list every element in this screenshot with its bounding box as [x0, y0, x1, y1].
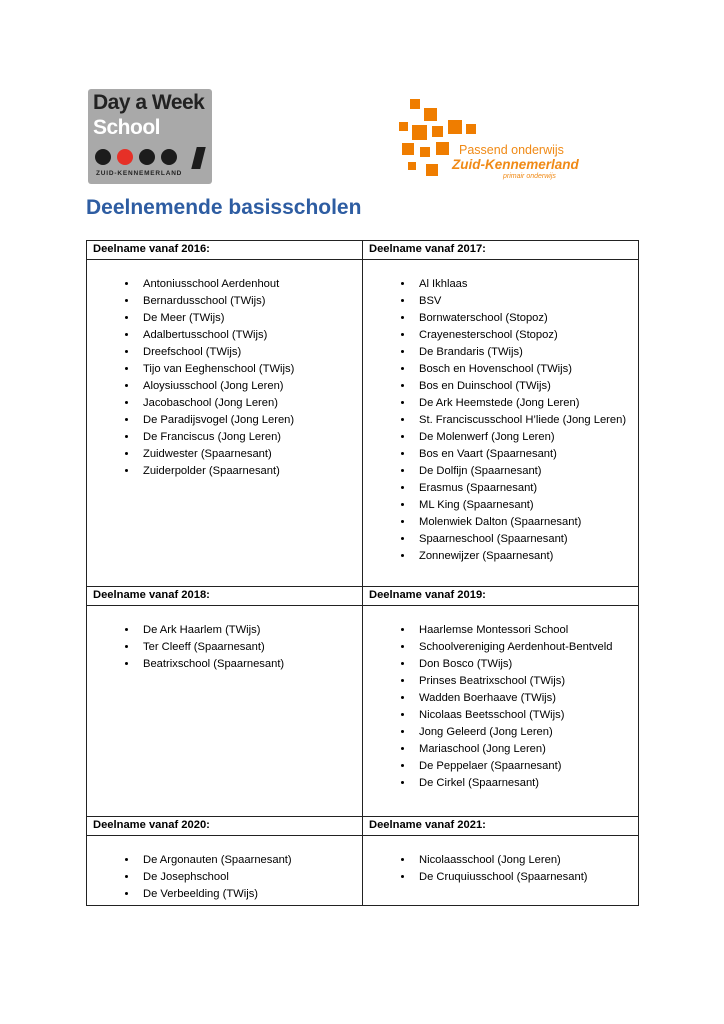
school-list-item: • Don Bosco (TWijs)	[414, 656, 638, 673]
section-cell-2021	[363, 836, 639, 906]
section-cell-2020	[87, 836, 363, 906]
school-list-item: • Haarlemse Montessori School	[414, 622, 638, 639]
school-list-item: • De Molenwerf (Jong Leren)	[414, 429, 638, 446]
section-heading-2017: Deelname vanaf 2017:	[363, 241, 639, 260]
school-list-item: • De Brandaris (TWijs)	[414, 344, 638, 361]
school-list-item: • Zuidwester (Spaarnesant)	[138, 446, 362, 463]
school-list-item: • De Dolfijn (Spaarnesant)	[414, 463, 638, 480]
school-list-2018	[93, 622, 362, 673]
school-list-item: • De Ark Haarlem (TWijs)	[138, 622, 362, 639]
school-list-2020	[93, 852, 362, 903]
school-list-item: • Adalbertusschool (TWijs)	[138, 327, 362, 344]
section-heading-2021: Deelname vanaf 2021:	[363, 817, 639, 836]
section-heading-2020: Deelname vanaf 2020:	[87, 817, 363, 836]
school-list-item: • Prinses Beatrixschool (TWijs)	[414, 673, 638, 690]
day-a-week-school-logo	[88, 89, 212, 184]
page-title: Deelnemende basisscholen	[86, 196, 362, 219]
table-body-row	[87, 606, 639, 817]
school-list-item: • Nicolaasschool (Jong Leren)	[414, 852, 638, 869]
table-header-row	[87, 817, 639, 836]
school-list-item: • Ter Cleeff (Spaarnesant)	[138, 639, 362, 656]
school-list-item: • De Paradijsvogel (Jong Leren)	[138, 412, 362, 429]
school-list-item: • Schoolvereniging Aerdenhout-Bentveld	[414, 639, 638, 656]
school-list-item: • Beatrixschool (Spaarnesant)	[138, 656, 362, 673]
section-cell-2016	[87, 260, 363, 587]
logo-dot	[139, 149, 155, 165]
school-list-item: • Mariaschool (Jong Leren)	[414, 741, 638, 758]
passend-onderwijs-logo	[396, 96, 579, 182]
school-list-2016	[93, 276, 362, 480]
school-list-item: • De Cruquiusschool (Spaarnesant)	[414, 869, 638, 886]
section-cell-2017	[363, 260, 639, 587]
school-list-2019	[369, 622, 638, 792]
section-heading-2016: Deelname vanaf 2016:	[87, 241, 363, 260]
school-list-item: • De Peppelaer (Spaarnesant)	[414, 758, 638, 775]
table-header-row	[87, 587, 639, 606]
school-list-item: • Bos en Vaart (Spaarnesant)	[414, 446, 638, 463]
logo-tagline: ZUID-KENNEMERLAND	[96, 170, 183, 177]
school-list-item: • Bernardusschool (TWijs)	[138, 293, 362, 310]
logo-dot	[161, 149, 177, 165]
school-list-item: • BSV	[414, 293, 638, 310]
school-list-item: • Antoniusschool Aerdenhout	[138, 276, 362, 293]
school-list-item: • De Cirkel (Spaarnesant)	[414, 775, 638, 792]
logo-dots	[95, 149, 205, 169]
logo-right-line-2: Zuid-Kennemerland	[452, 157, 579, 172]
school-list-item: • Jacobaschool (Jong Leren)	[138, 395, 362, 412]
school-list-item: • Tijo van Eeghenschool (TWijs)	[138, 361, 362, 378]
school-list-item: • Bosch en Hovenschool (TWijs)	[414, 361, 638, 378]
section-heading-2018: Deelname vanaf 2018:	[87, 587, 363, 606]
school-list-item: • Nicolaas Beetsschool (TWijs)	[414, 707, 638, 724]
section-cell-2018	[87, 606, 363, 817]
logo-dot-red	[117, 149, 133, 165]
school-list-item: • De Franciscus (Jong Leren)	[138, 429, 362, 446]
school-list-item: • Wadden Boerhaave (TWijs)	[414, 690, 638, 707]
school-list-item: • Bos en Duinschool (TWijs)	[414, 378, 638, 395]
schools-table	[86, 240, 639, 906]
school-list-item: • De Verbeelding (TWijs)	[138, 886, 362, 903]
school-list-item: • De Argonauten (Spaarnesant)	[138, 852, 362, 869]
school-list-2017	[369, 276, 638, 565]
table-body-row	[87, 836, 639, 906]
school-list-item: • Jong Geleerd (Jong Leren)	[414, 724, 638, 741]
school-list-item: • Aloysiusschool (Jong Leren)	[138, 378, 362, 395]
school-list-item: • De Meer (TWijs)	[138, 310, 362, 327]
school-list-item: • De Ark Heemstede (Jong Leren)	[414, 395, 638, 412]
school-list-item: • St. Franciscusschool H’liede (Jong Leren)	[414, 412, 638, 429]
table-body-row	[87, 260, 639, 587]
school-list-item: • Erasmus (Spaarnesant)	[414, 480, 638, 497]
logo-right-line-3: primair onderwijs	[503, 173, 556, 180]
logo-line-1: Day a Week	[93, 91, 205, 114]
school-list-item: • Dreefschool (TWijs)	[138, 344, 362, 361]
logo-line-2: School	[93, 116, 161, 139]
school-list-item: • Zuiderpolder (Spaarnesant)	[138, 463, 362, 480]
section-cell-2019	[363, 606, 639, 817]
school-list-item: • Crayenesterschool (Stopoz)	[414, 327, 638, 344]
logo-dot	[95, 149, 111, 165]
school-list-item: • Bornwaterschool (Stopoz)	[414, 310, 638, 327]
table-header-row	[87, 241, 639, 260]
school-list-item: • Zonnewijzer (Spaarnesant)	[414, 548, 638, 565]
school-list-2021	[369, 852, 638, 886]
school-list-item: • ML King (Spaarnesant)	[414, 497, 638, 514]
school-list-item: • Molenwiek Dalton (Spaarnesant)	[414, 514, 638, 531]
school-list-item: • Spaarneschool (Spaarnesant)	[414, 531, 638, 548]
section-heading-2019: Deelname vanaf 2019:	[363, 587, 639, 606]
school-list-item: • Al Ikhlaas	[414, 276, 638, 293]
school-list-item: • De Josephschool	[138, 869, 362, 886]
logo-right-line-1: Passend onderwijs	[459, 143, 564, 157]
